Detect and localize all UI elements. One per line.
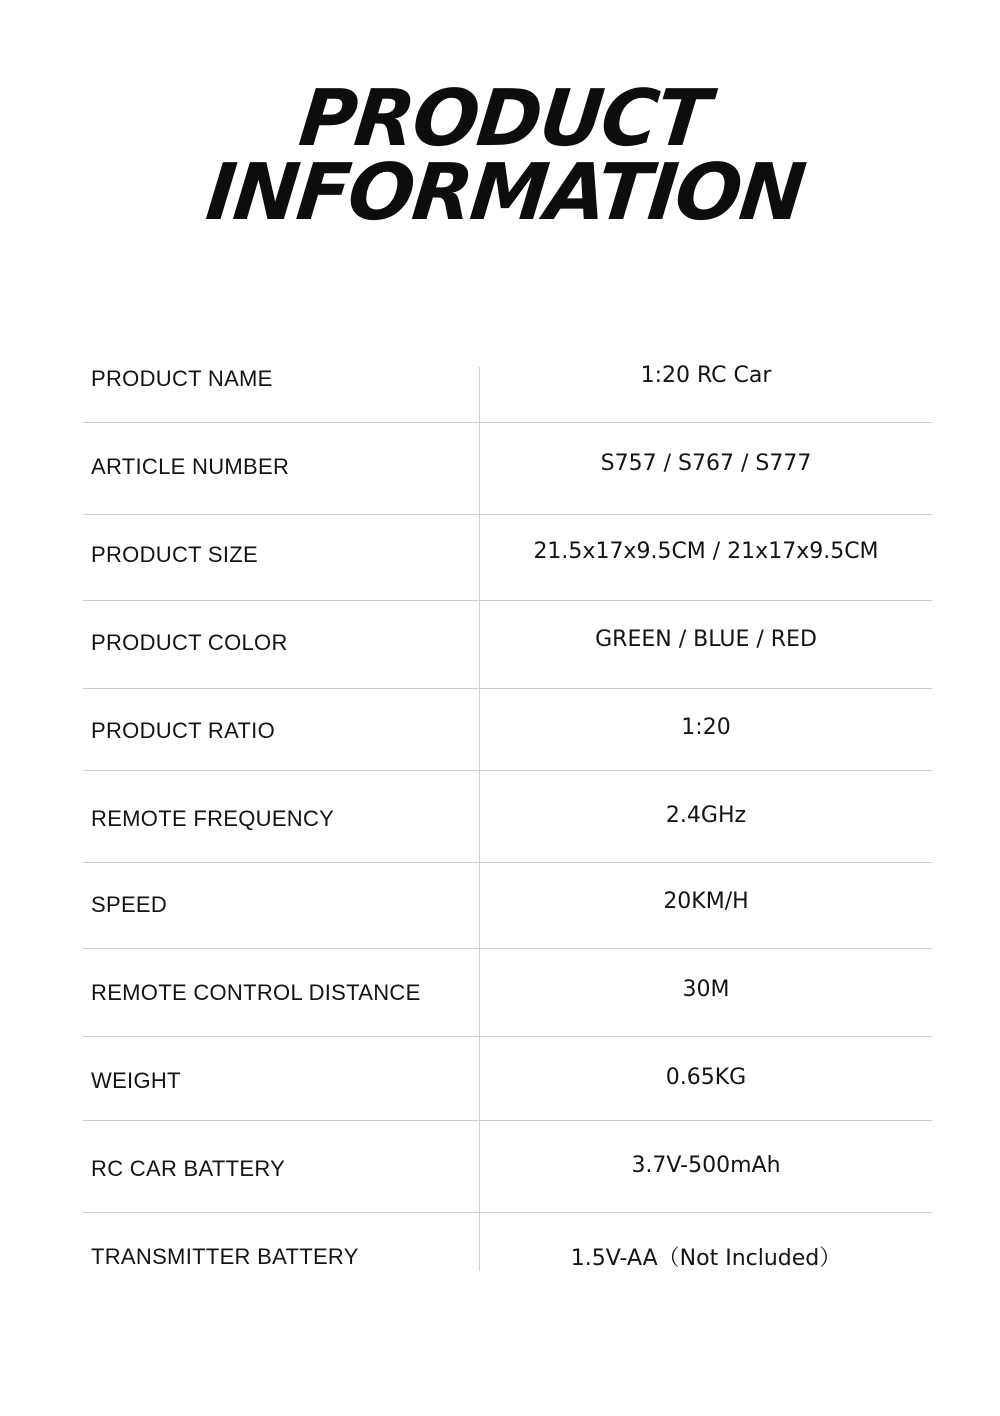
spec-value: 21.5x17x9.5CM / 21x17x9.5CM bbox=[533, 539, 879, 564]
spec-label: PRODUCT NAME bbox=[91, 366, 273, 391]
spec-value: 1:20 bbox=[681, 715, 731, 740]
spec-row-product-ratio bbox=[83, 689, 932, 771]
spec-label: PRODUCT COLOR bbox=[91, 630, 288, 655]
spec-label: PRODUCT RATIO bbox=[91, 718, 275, 743]
spec-label: RC CAR BATTERY bbox=[91, 1156, 286, 1181]
spec-row-remote-frequency bbox=[83, 771, 932, 863]
spec-value: GREEN / BLUE / RED bbox=[595, 627, 817, 652]
spec-row-transmitter-battery bbox=[83, 1213, 932, 1283]
spec-value: S757 / S767 / S777 bbox=[600, 451, 812, 476]
title-line-2: INFORMATION bbox=[202, 148, 808, 238]
spec-value: 30M bbox=[682, 977, 730, 1002]
spec-row-remote-control-distance bbox=[83, 949, 932, 1037]
spec-value: 0.65KG bbox=[665, 1065, 747, 1090]
spec-value: 20KM/H bbox=[663, 889, 749, 914]
spec-row-weight bbox=[83, 1037, 932, 1121]
spec-value: 1:20 RC Car bbox=[640, 363, 772, 388]
spec-row-product-color bbox=[83, 601, 932, 689]
spec-row-product-size bbox=[83, 515, 932, 601]
spec-label: REMOTE CONTROL DISTANCE bbox=[91, 980, 421, 1005]
spec-row-product-name bbox=[83, 335, 932, 423]
spec-label: TRANSMITTER BATTERY bbox=[91, 1244, 359, 1269]
spec-label: PRODUCT SIZE bbox=[91, 542, 258, 567]
spec-value: 3.7V-500mAh bbox=[631, 1153, 781, 1178]
title-line-1: PRODUCT bbox=[295, 74, 713, 164]
page-title bbox=[0, 74, 1000, 238]
spec-label: SPEED bbox=[91, 892, 168, 917]
spec-label: REMOTE FREQUENCY bbox=[91, 806, 335, 831]
spec-row-article-number bbox=[83, 423, 932, 515]
spec-label: ARTICLE NUMBER bbox=[91, 454, 290, 479]
spec-row-rc-car-battery bbox=[83, 1121, 932, 1213]
spec-value: 1.5V-AA（Not Included） bbox=[570, 1246, 842, 1271]
spec-value: 2.4GHz bbox=[665, 803, 747, 828]
spec-label: WEIGHT bbox=[91, 1068, 181, 1093]
spec-row-speed bbox=[83, 863, 932, 949]
